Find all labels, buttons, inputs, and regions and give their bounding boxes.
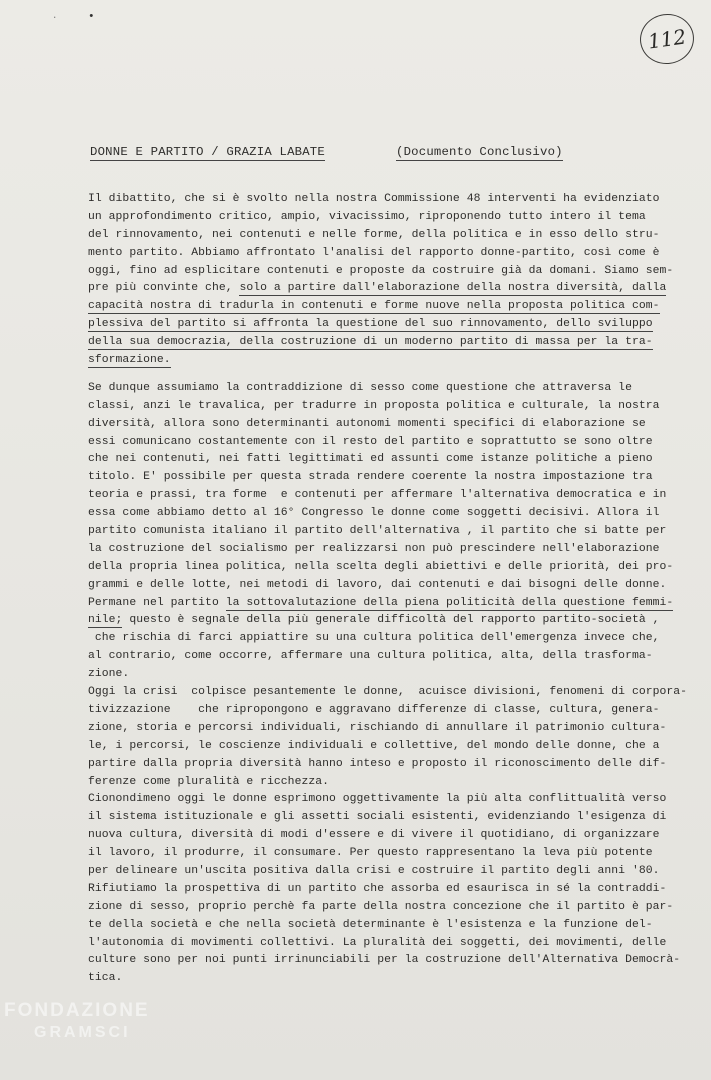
underlined-text: nile; [88, 614, 123, 627]
text-line [88, 352, 688, 370]
text-line: grammi e delle lotte, nei metodi di lavoro, dai contenuti e dai bisogni delle donne. [88, 578, 667, 591]
text-line: ferenze come pluralità e ricchezza. [88, 775, 329, 788]
text-line [88, 666, 688, 684]
text-line: essa come abbiamo detto al 16° Congresso le donne come soggetti decisivi. Allora il [88, 507, 660, 520]
body-text [88, 191, 688, 988]
text-segment: pre più convinte che, [88, 282, 240, 295]
text-line: classi, anzi le travalica, per tradurre in proposta politica e culturale, la nostra [88, 399, 660, 412]
text-line: Se dunque assumiamo la contraddizione di sesso come questione che attraversa le [88, 381, 632, 394]
text-line: titolo. E' possibile per questa strada rendere coerente la nostra impostazione tra [88, 471, 653, 484]
text-line: il sistema istituzionale e gli assetti sociali esistenti, evidenziando l'esigenza di [88, 811, 667, 824]
text-line [88, 334, 688, 352]
text-segment: del rinnovamento, nei contenuti e nelle forme, della politica e in esso dello stru- [88, 228, 660, 241]
text-line: Oggi la crisi colpisce pesantemente le donne, acuisce divisioni, fenomeni di corpora- [88, 686, 688, 699]
watermark-line: GRAMSCI [34, 1024, 131, 1041]
underlined-text: plessiva del partito si affronta la questione del suo rinnovamento, dello sviluppo [88, 318, 653, 331]
text-line [88, 630, 688, 648]
text-line: il lavoro, il produrre, il consumare. Per questo rappresentano la leva più potente [88, 847, 653, 860]
text-line: zione di sesso, proprio perchè fa parte della nostra concezione che il partito è par- [88, 900, 674, 913]
paragraph-3 [88, 595, 688, 684]
document-subtitle: (Documento Conclusivo) [396, 145, 563, 159]
text-line [88, 298, 688, 316]
underlined-text: capacità nostra di tradurla in contenuti e forme nuove nella proposta politica com- [88, 300, 660, 313]
text-line: diversità, allora sono determinanti autonomi momenti specifici di elaborazione se [88, 417, 646, 430]
text-segment: al contrario, come occorre, affermare una cultura politica, alta, della trasforma- [88, 650, 653, 663]
text-line: culture sono per noi punti irrinunciabili per la costruzione dell'Alternativa Democrà- [88, 954, 681, 967]
underlined-text: solo a partire dall'elaborazione della nostra diversità, dalla [239, 282, 667, 295]
watermark-line: FONDAZIONE [4, 1000, 150, 1021]
text-line: l'autonomia di movimenti collettivi. La pluralità dei soggetti, dei movimenti, delle [88, 936, 667, 949]
text-line: teoria e prassi, tra forme e contenuti per affermare l'alternativa democratica e in [88, 489, 667, 502]
text-line [88, 191, 688, 209]
text-line [88, 316, 688, 334]
text-line: la costruzione del socialismo per realizzarsi non può prescindere nell'elaborazione [88, 542, 660, 555]
text-segment: zione. [88, 668, 130, 681]
text-segment: questo è segnale della più generale difficoltà del rapporto partito-società , [122, 614, 660, 627]
text-line: nuova cultura, diversità di modi d'essere e di vivere il quotidiano, di organizzare [88, 829, 660, 842]
text-line [88, 245, 688, 263]
underlined-text: la sottovalutazione della piena politicità della questione femmi- [225, 596, 674, 609]
text-line [88, 648, 688, 666]
scan-dot: · [52, 13, 58, 23]
text-segment: un approfondimento critico, ampio, vivacissimo, riproponendo tutto intero il tema [88, 210, 646, 223]
text-line: te della società e che nella società determinante è l'esistenza e la funzione del- [88, 918, 653, 931]
text-line [88, 280, 688, 298]
text-line: per delineare un'uscita positiva dalla crisi e costruire il partito degli anni '80. [88, 864, 660, 877]
page-number-stamp: 112 [637, 10, 697, 67]
document-title: DONNE E PARTITO / GRAZIA LABATE [90, 145, 325, 159]
text-line: Cionondimeno oggi le donne esprimono oggettivamente la più alta conflittualità verso [88, 793, 667, 806]
text-segment: Permane nel partito [88, 596, 226, 609]
text-segment: mento partito. Abbiamo affrontato l'analisi del rapporto donne-partito, così come è [88, 246, 660, 259]
text-segment: Il dibattito, che si è svolto nella nostra Commissione 48 interventi ha evidenziato [88, 193, 660, 205]
paragraph-2 [88, 380, 688, 595]
text-line: Rifiutiamo la prospettiva di un partito che assorba ed esaurisca in sé la contraddi- [88, 882, 667, 895]
text-line [88, 612, 688, 630]
text-line: partito comunista italiano il partito dell'alternativa , il partito che si batte per [88, 525, 667, 538]
paragraph-5 [88, 791, 688, 988]
text-line [88, 227, 688, 245]
text-line: partire dalla propria diversità hanno inteso e proposto il riconoscimento delle dif- [88, 757, 667, 770]
text-line [88, 263, 688, 281]
text-line [88, 209, 688, 227]
text-line [88, 595, 688, 613]
watermark [4, 1000, 224, 1044]
text-line: le, i percorsi, le coscienze individuali e collettive, del mondo delle donne, che a [88, 739, 660, 752]
text-line: che nei contenuti, nei fatti legittimati ed assunti come istanze politiche a pieno [88, 453, 653, 466]
underlined-text: sformazione. [88, 354, 171, 367]
text-line: tica. [88, 972, 123, 985]
text-line: zione, storia e percorsi individuali, rischiando di annullare il patrimonio cultura- [88, 721, 667, 734]
text-segment: che rischia di farci appiattire su una cultura politica dell'emergenza invece che, [88, 632, 660, 645]
text-line: della propria linea politica, nella scelta degli abiettivi e delle priorità, dei pro- [88, 560, 674, 573]
text-segment: oggi, fino ad esplicitare contenuti e proposte da costruire già da domani. Siamo sem- [88, 264, 674, 277]
paragraph-1 [88, 191, 688, 370]
text-line: essi comunicano costantemente con il resto del partito e soprattutto se sono oltre [88, 435, 653, 448]
underlined-text: della sua democrazia, della costruzione di un moderno partito di massa per la tra- [88, 336, 653, 349]
scan-dot: • [88, 11, 95, 23]
text-line: tivizzazione che ripropongono e aggravano differenze di classe, cultura, genera- [88, 703, 660, 716]
paragraph-4 [88, 684, 688, 791]
